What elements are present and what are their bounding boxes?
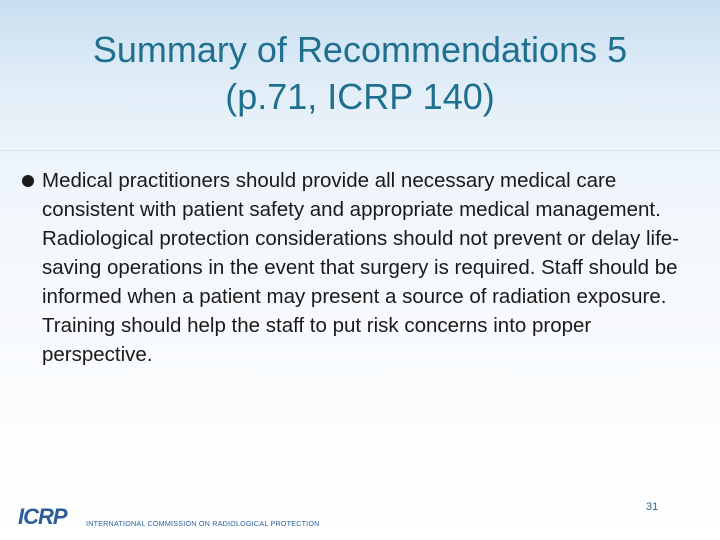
slide-title-line-2: (p.71, ICRP 140): [225, 76, 495, 117]
title-divider: [0, 150, 720, 151]
bullet-text: Medical practitioners should provide all necessary medical care consistent with patient safety and appropriate medical management. Radiological protection considerations should not prevent or delay life-saving operations in the event that surgery is required. Staff should be informed when a patient may present a source of radiation exposure. Training should help the staff to put risk concerns into proper perspective.: [42, 169, 680, 366]
slide-title: [20, 26, 700, 120]
page-number: 31: [646, 501, 659, 513]
slide-title-line-1: Summary of Recommendations 5: [92, 29, 628, 70]
icrp-logo-mark: ICRP: [18, 504, 67, 529]
bullet-item: [20, 166, 690, 369]
organization-name: INTERNATIONAL COMMISSION ON RADIOLOGICAL PROTECTION: [86, 519, 320, 528]
bullet-icon: [22, 175, 34, 187]
